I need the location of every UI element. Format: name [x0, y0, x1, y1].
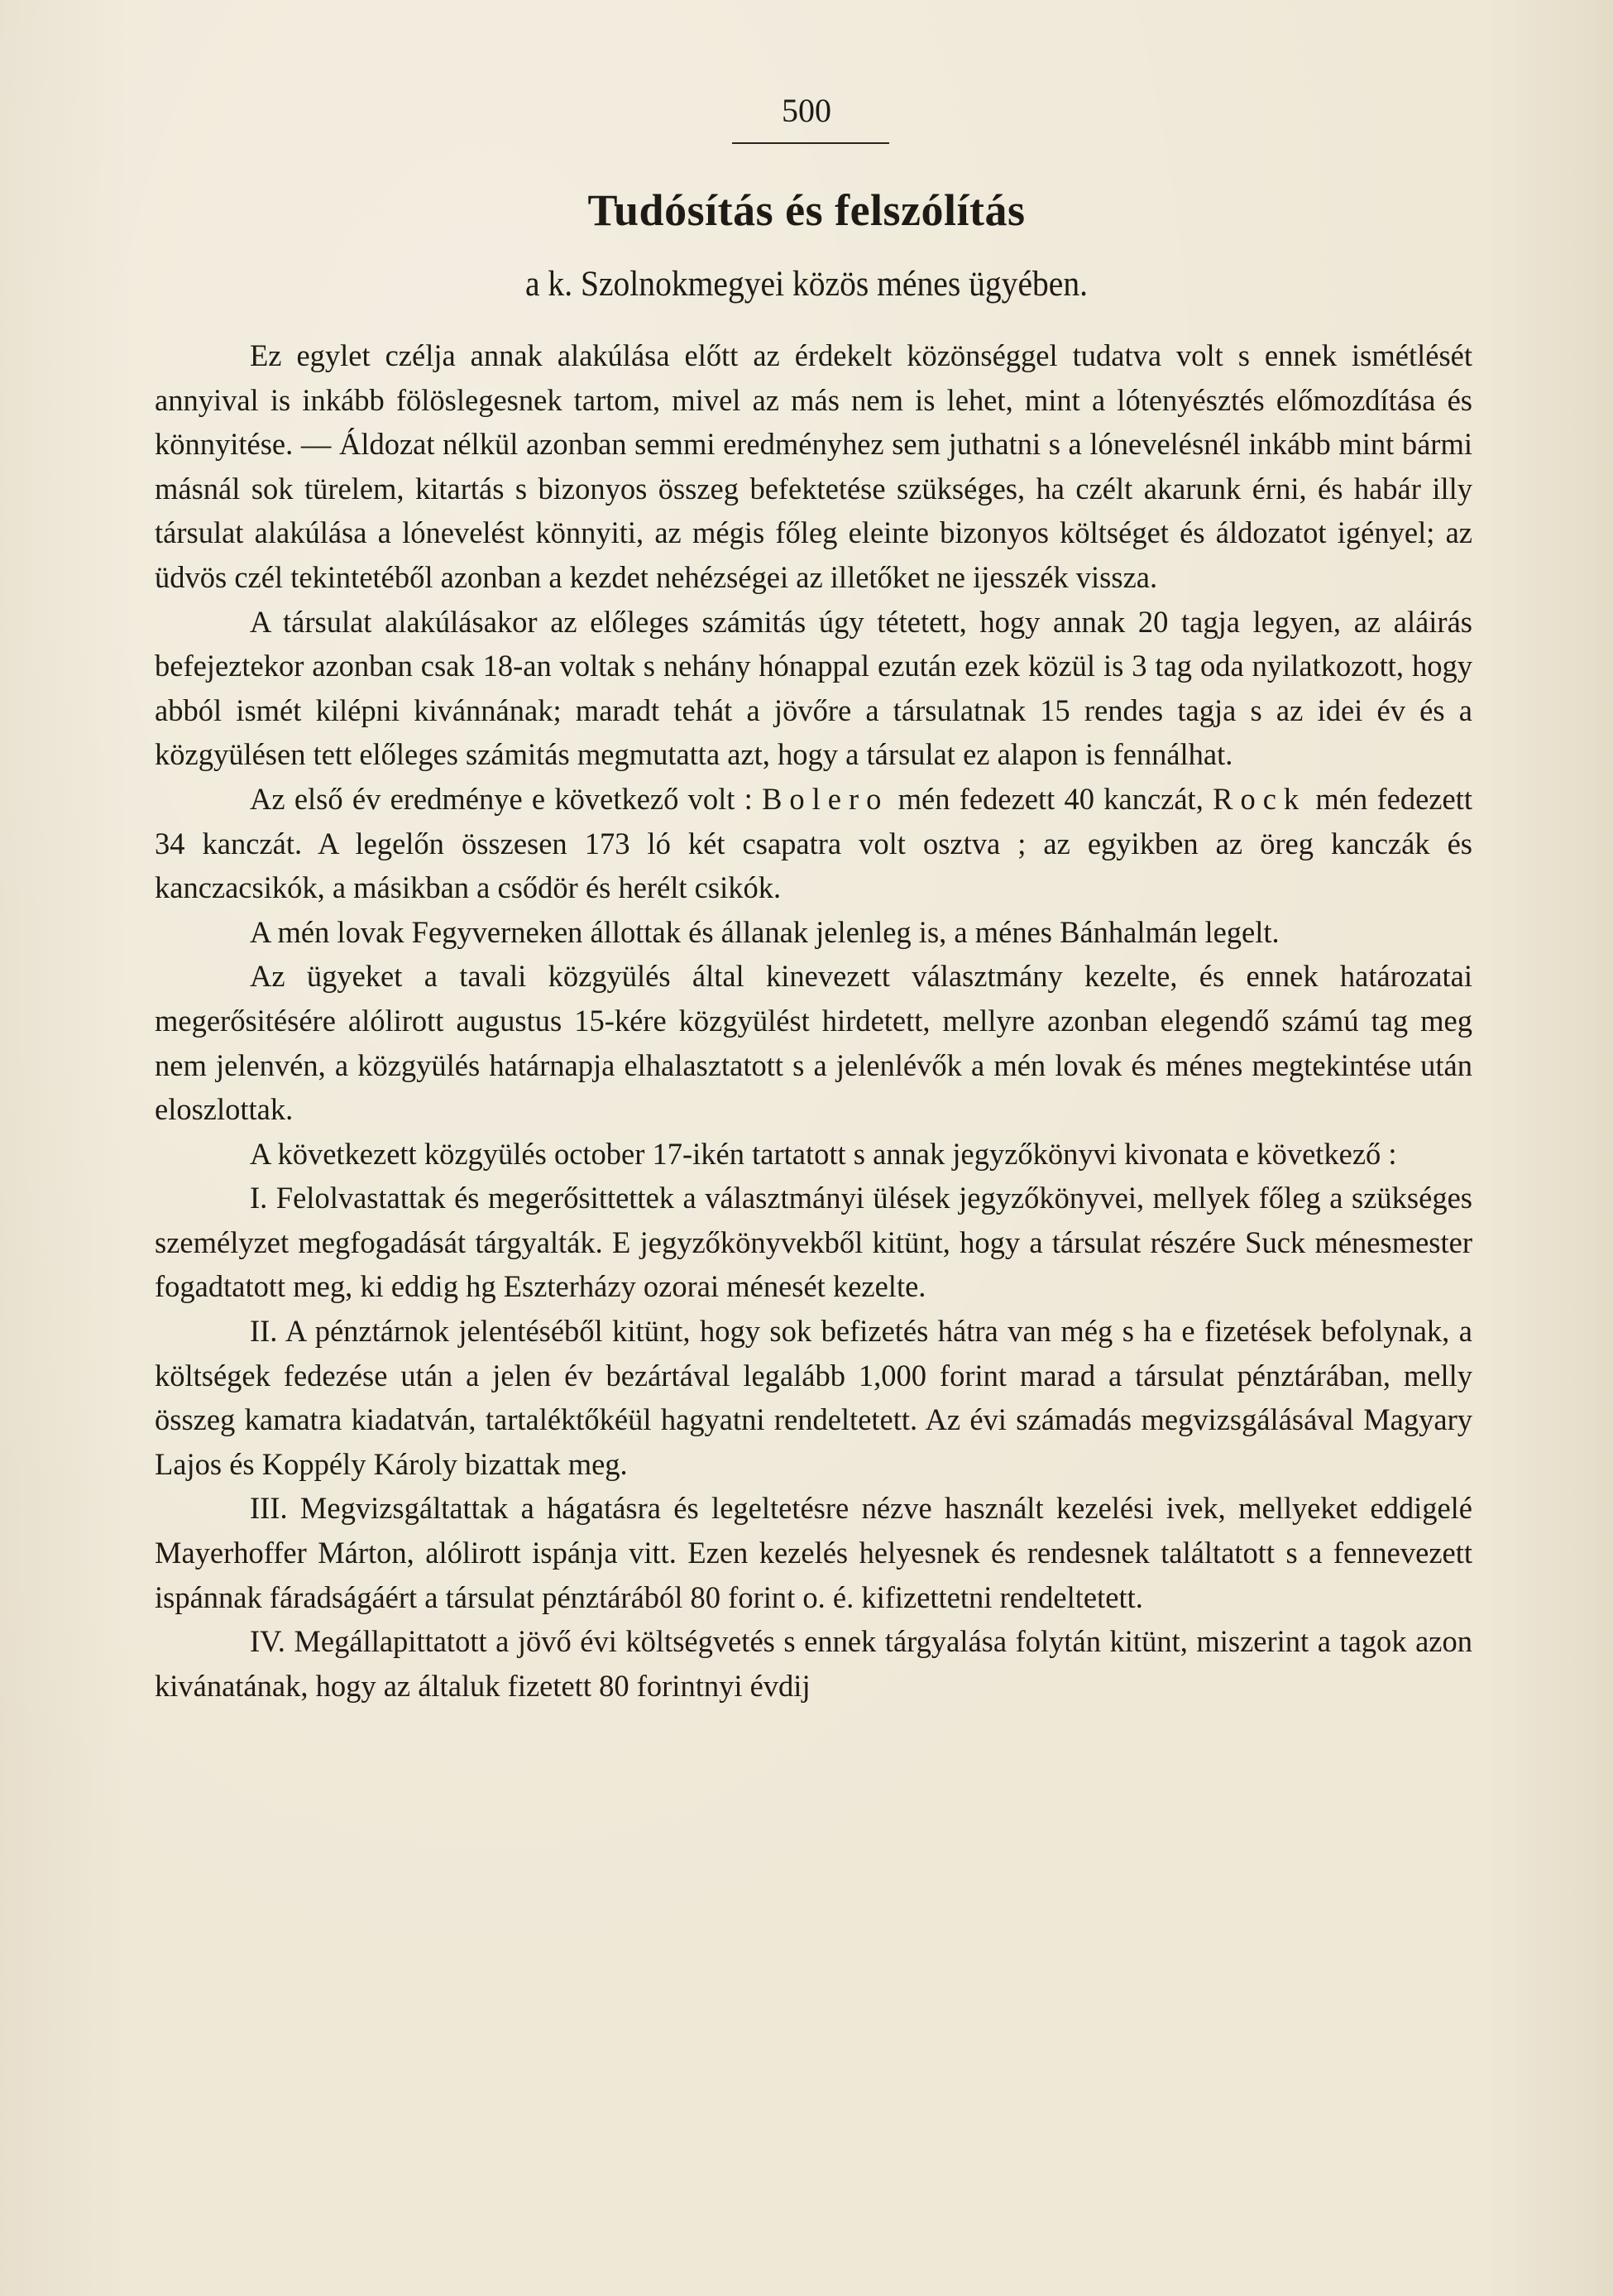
paragraph-first-year [155, 777, 1472, 910]
paragraph-item-1: I. Felolvastattak és megerősittettek a választmányi ülések jegyzőkönyvei, mellyek főleg a szükséges személyzet megfogadását tárgyalták. E jegyzőkönyvekből kitünt, hogy a társulat részére Suck ménesmester fogadtatott meg, ki eddig hg Eszterházy ozorai ménesét kezelte. [155, 1181, 1472, 1304]
paragraph-intro: Ez egylet czélja annak alakúlása előtt az érdekelt közönséggel tudatva volt s ennek ismétlését annyival is inkább fölöslegesnek tartom, mivel az más nem is lehet, mint a lótenyésztés előmozdítása és könnyitése. — Áldozat nélkül azonban semmi eredményhez sem juthatni s a lónevelésnél inkább mint bármi másnál sok türelem, kitartás s bizonyos összeg befektetése szükséges, ha czélt akarunk érni, és habár illy társulat alakúlása a lónevelést könnyiti, az mégis főleg eleinte bizonyos költséget és áldozatot igényel; az üdvös czél tekintetéből azonban a kezdet nehézségei az illetőket ne ijesszék vissza. [155, 338, 1472, 594]
stallion-name-rock: Rock [1213, 781, 1307, 816]
paragraph-item-2: II. A pénztárnok jelentéséből kitünt, hogy sok befizetés hátra van még s ha e fizetések befolynak, a költségek fedezése után a jelen év bezártával legalább 1,000 forint marad a társulat pénztárában, melly összeg kamatra kiadatván, tartaléktőkéül hagyatni rendeltetett. Az évi számadás megvizsgálásával Magyary Lajos és Koppély Károly bizattak meg. [155, 1314, 1472, 1481]
article-body [155, 333, 1472, 1708]
paragraph-first-year-mid: mén fedezett 40 kanczát, [888, 781, 1213, 816]
paragraph-first-year-pre: Az első év eredménye e következő volt : [250, 781, 763, 816]
paragraph-item-4: IV. Megállapittatott a jövő évi költségvetés s ennek tárgyalása folytán kitünt, miszerint a tagok azon kivánatának, hogy az általuk fizetett 80 forintnyi évdij [155, 1624, 1472, 1703]
paragraph-founding: A társulat alakúlásakor az előleges számitás úgy tétetett, hogy annak 20 tagja legyen, az aláirás befejeztekor azonban csak 18-an voltak s nehány hónappal ezután ezek közül is 3 tag oda nyilatkozott, hogy abból ismét kilépni kivánnának; maradt tehát a jövőre a társulatnak 15 rendes tagja s az idei év és a közgyülésen tett előleges számitás megmutatta azt, hogy a társulat ez alapon is fennálhat. [155, 604, 1472, 772]
header-rule [732, 142, 889, 144]
article-title: Tudósítás és felszólítás [587, 185, 1026, 235]
paragraph-first-year-post: mén fedezett 34 kanczát. A legelőn összesen 173 ló két csapatra volt osztva ; az egyikben az öreg kanczák és kanczacsikók, a másikban a csődör és herélt csikók. [155, 781, 1472, 905]
paragraph-item-3: III. Megvizsgáltattak a hágatásra és legeltetésre nézve használt kezelési ivek, mellyeket eddigelé Mayerhoffer Márton, alólirott ispánja vitt. Ezen kezelés helyesnek és rendesnek találtatott s a fennevezett ispánnak fáradságáért a társulat pénztárából 80 forint o. é. kifizettetni rendeltetett. [155, 1491, 1472, 1614]
paragraph-general-meeting: A következett közgyülés october 17-ikén tartatott s annak jegyzőkönyvi kivonata e következő : [250, 1136, 1397, 1171]
stallion-name-bolero: Bolero [762, 781, 889, 816]
article-subtitle: a k. Szolnokmegyei közös ménes ügyében. [524, 265, 1089, 304]
page-number: 500 [782, 92, 831, 129]
paragraph-stables: A mén lovak Fegyverneken állottak és állanak jelenleg is, a ménes Bánhalmán legelt. [250, 914, 1280, 949]
paragraph-committee: Az ügyeket a tavali közgyülés által kinevezett választmány kezelte, és ennek határozatai megerősitésére alólirott augustus 15-kére közgyülést hirdetett, mellyre azonban elegendő számú tag meg nem jelenvén, a közgyülés határnapja elhalasztatott s a jelenlévők a mén lovak és ménes megtekintése után eloszlottak. [155, 959, 1472, 1127]
